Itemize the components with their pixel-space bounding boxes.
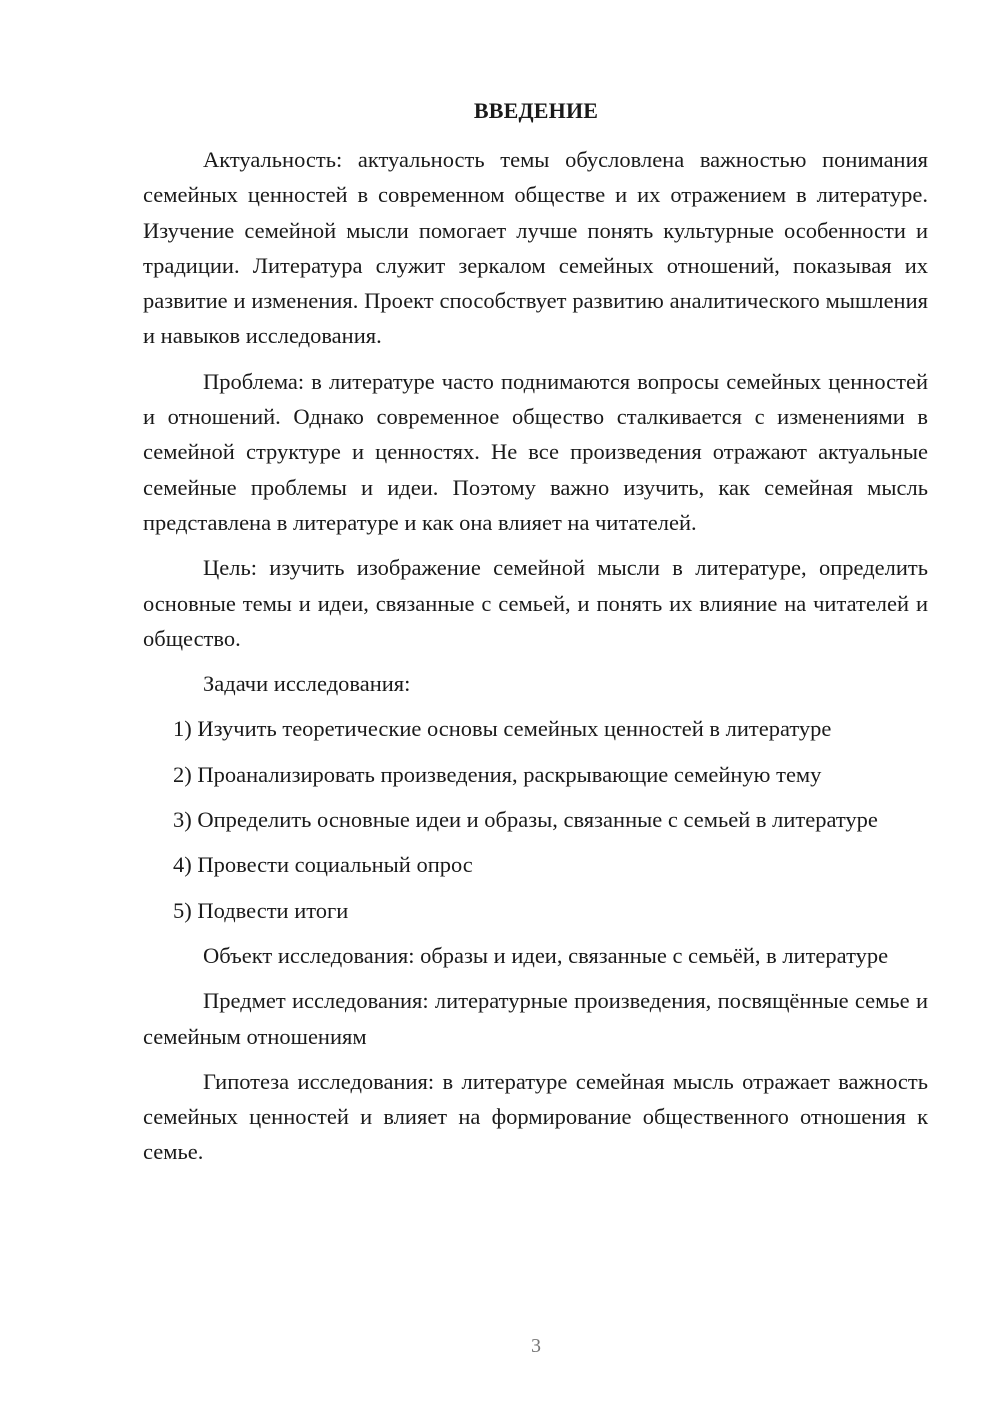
hypothesis-paragraph: Гипотеза исследования: в литературе семейная мысль отражает важность семейных ценностей и влияет на формирование общественного отношения к семье. <box>143 1068 928 1165</box>
tasks-heading: Задачи исследования: <box>203 671 411 697</box>
page-number: 3 <box>531 1335 541 1357</box>
task-item: 5) Подвести итоги <box>173 897 349 923</box>
relevance-paragraph: Актуальность: актуальность темы обусловлена важностью понимания семейных ценностей в современном обществе и их отражением в литературе. Изучение семейной мысли помогает лучше понять культурные особенности и традиции. Литература служит зеркалом семейных отношений, показывая их развитие и изменения. Проект способствует развитию аналитического мышления и навыков исследования. <box>143 147 928 349</box>
subject-paragraph: Предмет исследования: литературные произведения, посвящённые семье и семейным отношениям <box>143 988 928 1049</box>
problem-paragraph: Проблема: в литературе часто поднимаются вопросы семейных ценностей и отношений. Однако современное общество сталкивается с изменениями в семейной структуре и ценностях. Не все произведения отражают актуальные семейные проблемы и идеи. Поэтому важно изучить, как семейная мысль представлена в литературе и как она влияет на читателей. <box>143 368 928 535</box>
page-title: ВВЕДЕНИЕ <box>473 98 599 123</box>
goal-paragraph: Цель: изучить изображение семейной мысли в литературе, определить основные темы и идеи, связанные с семьей, и понять их влияние на читателей и общество. <box>143 555 928 651</box>
object-paragraph: Объект исследования: образы и идеи, связанные с семьёй, в литературе <box>203 942 889 968</box>
task-item: 3) Определить основные идеи и образы, связанные с семьей в литературе <box>173 807 878 833</box>
task-item: 2) Проанализировать произведения, раскрывающие семейную тему <box>173 761 822 787</box>
document-body <box>143 142 928 1170</box>
task-item: 1) Изучить теоретические основы семейных ценностей в литературе <box>173 716 832 742</box>
task-item: 4) Провести социальный опрос <box>173 852 473 878</box>
